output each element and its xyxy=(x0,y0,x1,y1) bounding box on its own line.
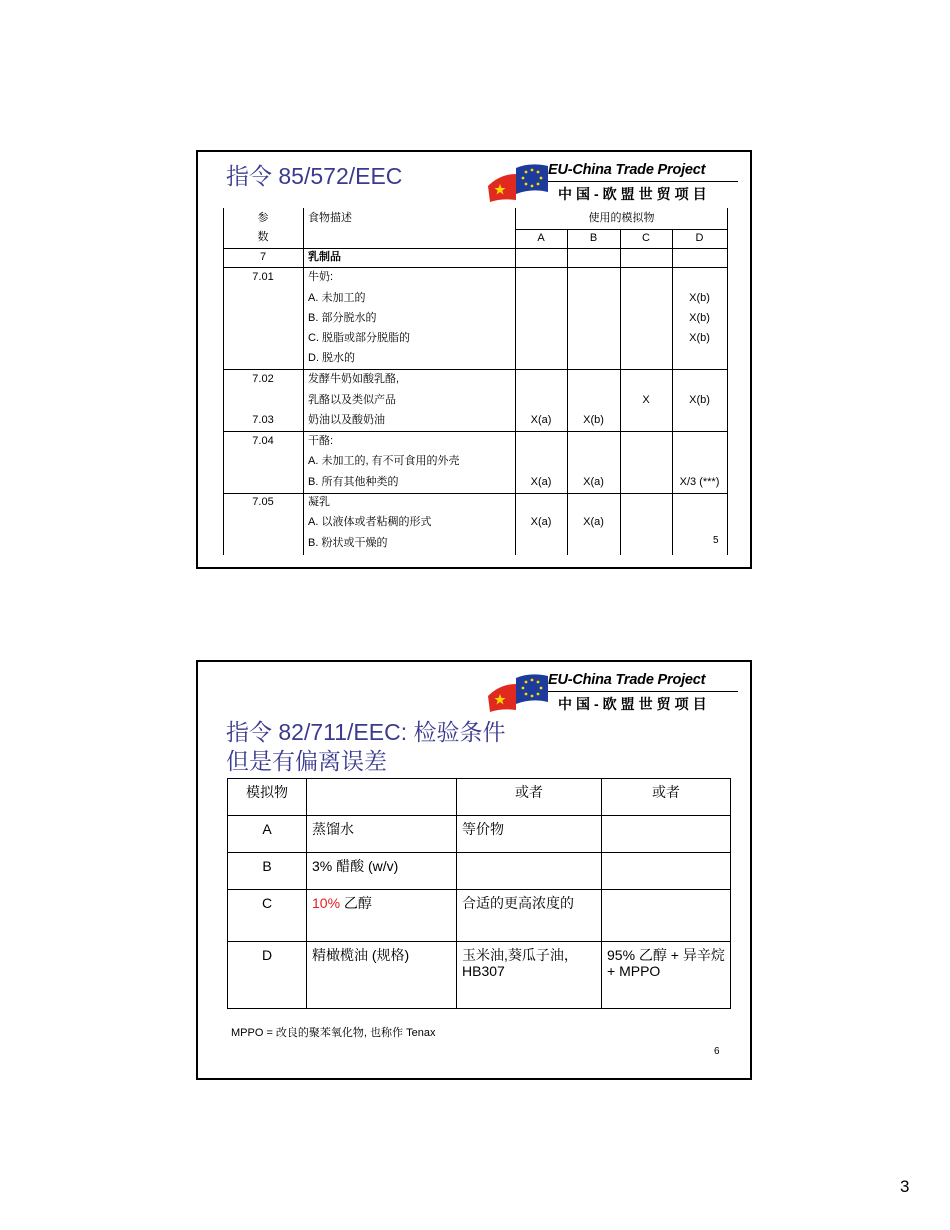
row-d-value: X(b) xyxy=(689,312,710,324)
footnote: MPPO = 改良的聚苯氧化物, 也称作 Tenax xyxy=(231,1027,436,1039)
row-code: 7.01 xyxy=(252,271,274,283)
header-food-description: 食物描述 xyxy=(308,212,352,224)
highlight-percent: 10% xyxy=(312,895,341,912)
logo-chinese-text: 中国-欧盟世贸项目 xyxy=(558,696,711,712)
row-d-value: X/3 (***) xyxy=(679,476,720,488)
row-text: 乳酪以及类似产品 xyxy=(308,394,396,406)
row-code: 7 xyxy=(259,251,267,263)
row-code: 7.04 xyxy=(252,435,274,447)
row-text: A. 以液体或者粘稠的形式 xyxy=(308,516,432,528)
row-text: C. 脱脂或部分脱脂的 xyxy=(308,332,411,344)
logo-english-text: EU-China Trade Project xyxy=(548,672,706,688)
header-col-b: B xyxy=(589,232,598,244)
alt2-cell xyxy=(602,853,731,890)
row-d-value: X(b) xyxy=(689,394,710,406)
simulant-cell: D xyxy=(228,941,307,1008)
row-b-value: X(a) xyxy=(583,476,604,488)
main-cell: 蒸馏水 xyxy=(307,816,457,853)
header-col-c: C xyxy=(642,232,650,244)
slide-title-line-2: 但是有偏离误差 xyxy=(226,748,387,774)
alt1-cell: 合适的更高浓度的 xyxy=(457,890,602,941)
page-number: 3 xyxy=(900,1177,910,1196)
row-text: A. 未加工的, 有不可食用的外壳 xyxy=(308,455,460,467)
simulant-usage-table xyxy=(223,208,729,555)
alt1-cell xyxy=(457,853,602,890)
eu-china-logo xyxy=(486,160,748,210)
row-a-value: X(a) xyxy=(530,476,552,488)
slide-number: 6 xyxy=(714,1046,720,1057)
logo-rule xyxy=(548,691,738,692)
test-conditions-table xyxy=(227,778,731,1009)
row-code: 7.05 xyxy=(252,496,274,508)
table-row xyxy=(228,853,731,890)
row-code: 7.03 xyxy=(252,414,274,426)
row-text: 牛奶: xyxy=(308,271,334,283)
slide-title-line-1: 指令 82/711/EEC: 检验条件 xyxy=(226,719,506,745)
row-text: B. 粉状或干燥的 xyxy=(308,537,388,549)
header-param-2: 数 xyxy=(257,231,269,243)
header-param-1: 参 xyxy=(257,212,269,224)
simulant-cell: B xyxy=(228,853,307,890)
row-a-value: X(a) xyxy=(530,516,552,528)
row-text: 乳制品 xyxy=(308,251,341,263)
alt2-cell xyxy=(602,816,731,853)
header-cell: 或者 xyxy=(602,779,731,816)
header-cell xyxy=(307,779,457,816)
logo-english-text: EU-China Trade Project xyxy=(548,162,706,178)
alt2-cell xyxy=(602,890,731,941)
row-b-value: X(b) xyxy=(583,414,604,426)
main-cell-rest: 乙醇 xyxy=(340,895,372,912)
row-c-value: X xyxy=(642,394,650,406)
main-cell xyxy=(307,890,457,941)
alt1-cell: 玉米油,葵瓜子油，HB307 xyxy=(457,941,602,1008)
main-cell: 精橄榄油 (规格) xyxy=(307,941,457,1008)
row-text: B. 所有其他种类的 xyxy=(308,476,399,488)
header-simulants: 使用的模拟物 xyxy=(588,212,655,224)
row-d-value: X(b) xyxy=(689,332,710,344)
header-cell: 模拟物 xyxy=(228,779,307,816)
row-b-value: X(a) xyxy=(583,516,604,528)
simulant-cell: A xyxy=(228,816,307,853)
slide-number: 5 xyxy=(713,535,719,546)
logo-rule xyxy=(548,181,738,182)
row-d-value: X(b) xyxy=(689,292,710,304)
row-text: A. 未加工的 xyxy=(308,292,366,304)
header-cell: 或者 xyxy=(457,779,602,816)
row-text: 干酪: xyxy=(308,435,334,447)
table-row xyxy=(228,816,731,853)
row-text: 发酵牛奶如酸乳酪, xyxy=(308,373,400,385)
row-code: 7.02 xyxy=(252,373,274,385)
row-text: D. 脱水的 xyxy=(308,352,356,364)
table-header-row xyxy=(228,779,731,816)
table-row xyxy=(228,941,731,1008)
alt1-cell: 等价物 xyxy=(457,816,602,853)
row-text: 奶油以及酸奶油 xyxy=(308,414,385,426)
slide-5 xyxy=(196,150,752,569)
header-col-a: A xyxy=(537,232,545,244)
eu-china-flag-icon xyxy=(486,160,550,204)
eu-china-flag-icon xyxy=(486,670,550,714)
row-a-value: X(a) xyxy=(530,414,552,426)
table-row xyxy=(228,890,731,941)
header-col-d: D xyxy=(695,232,704,244)
simulant-cell: C xyxy=(228,890,307,941)
alt2-cell: 95% 乙醇 + 异辛烷 + MPPO xyxy=(602,941,731,1008)
eu-china-logo xyxy=(486,670,748,720)
slide-title: 指令 85/572/EEC xyxy=(226,163,403,189)
slide-6 xyxy=(196,660,752,1080)
main-cell: 3% 醋酸 (w/v) xyxy=(307,853,457,890)
logo-chinese-text: 中国-欧盟世贸项目 xyxy=(558,186,711,202)
row-text: B. 部分脱水的 xyxy=(308,312,377,324)
row-text: 凝乳 xyxy=(308,496,330,508)
